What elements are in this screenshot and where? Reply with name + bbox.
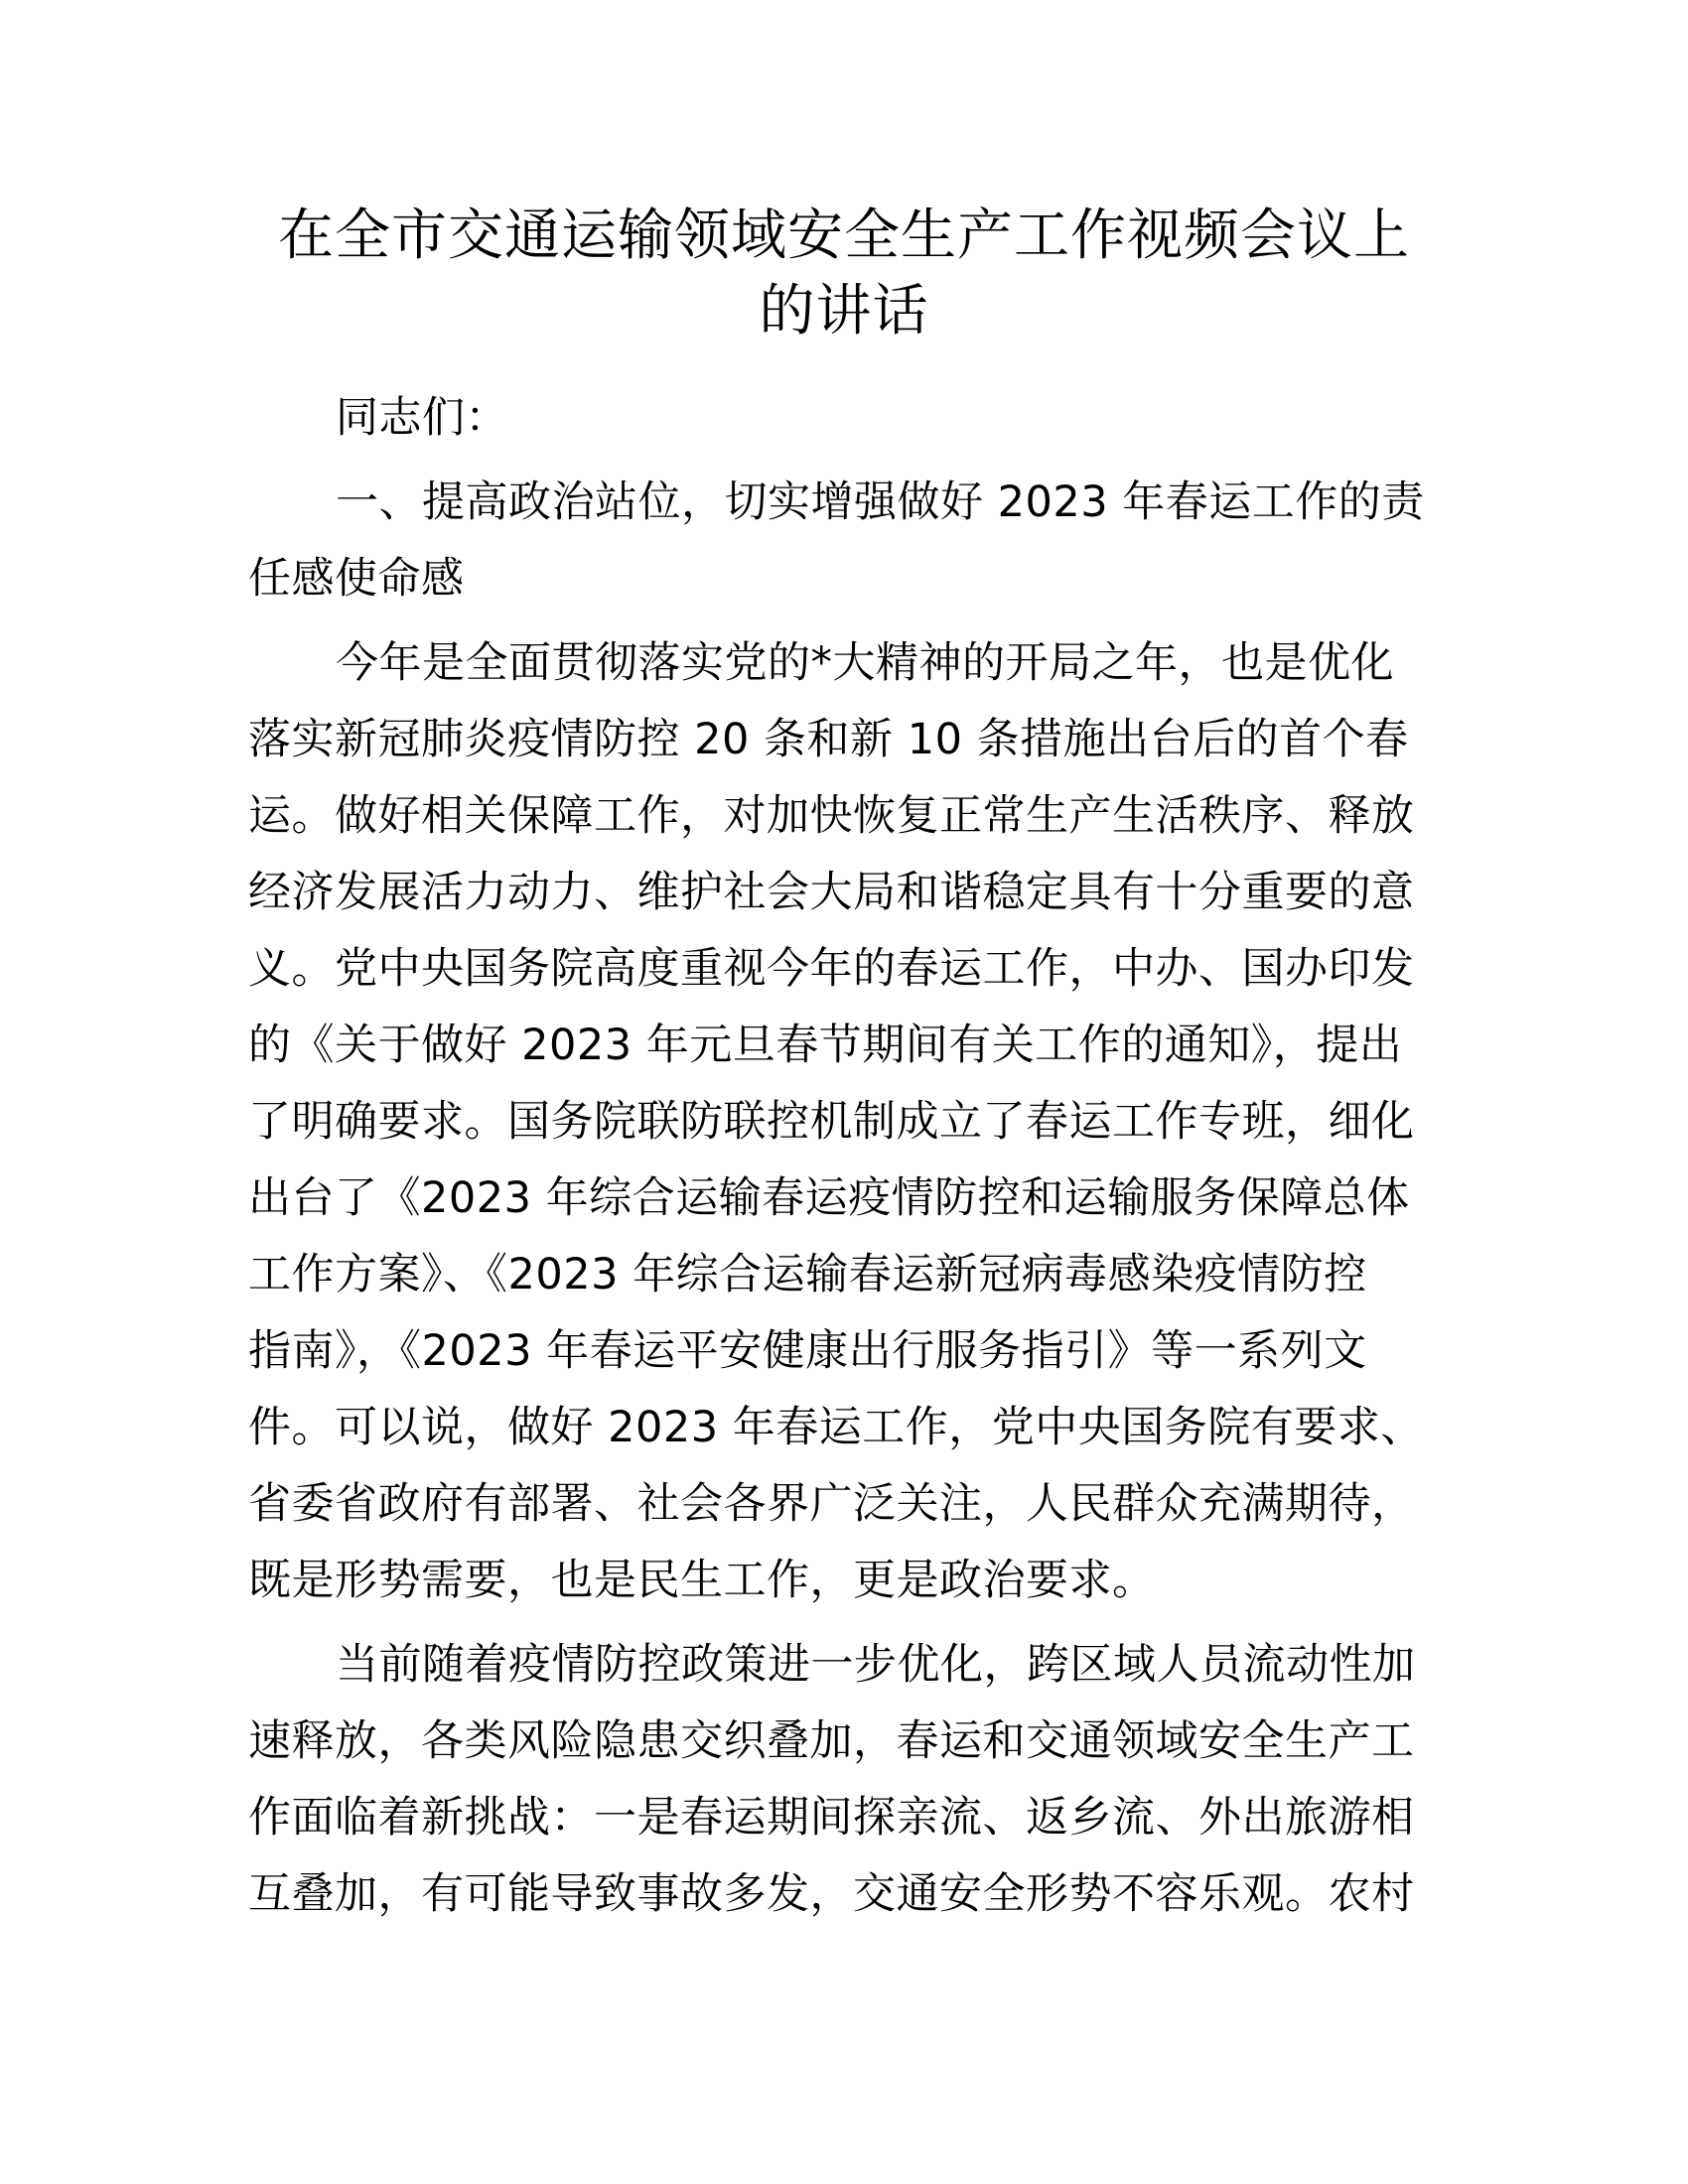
body-paragraph-1 (248, 625, 1460, 1619)
paragraph-line: 互叠加，有可能导致事故多发，交通安全形势不容乐观。农村 (248, 1869, 1415, 1919)
paragraph-line: 落实新冠肺炎疫情防控 20 条和新 10 条措施出台后的首个春 (248, 715, 1409, 764)
paragraph-line: 经济发展活力动力、维护社会大局和谐稳定具有十分重要的意 (248, 868, 1415, 917)
title-line-1: 在全市交通运输领域安全生产工作视频会议上 (278, 204, 1410, 268)
document-body (248, 380, 1460, 1933)
paragraph-line: 的《关于做好 2023 年元旦春节期间有关工作的通知》，提出 (248, 1021, 1403, 1070)
heading-line: 一、提高政治站位，切实增强做好 2023 年春运工作的责 (336, 478, 1425, 527)
salutation-paragraph (248, 380, 1460, 457)
paragraph-line: 件。可以说，做好 2023 年春运工作，党中央国务院有要求、 (248, 1403, 1424, 1452)
document-title (248, 199, 1440, 349)
paragraph-line: 出台了《2023 年综合运输春运疫情防控和运输服务保障总体 (248, 1173, 1410, 1223)
paragraph-line: 作面临着新挑战：一是春运期间探亲流、返乡流、外出旅游相 (248, 1793, 1415, 1843)
paragraph-line: 工作方案》、《2023 年综合运输春运新冠病毒感染疫情防控 (248, 1250, 1367, 1299)
paragraph-line: 了明确要求。国务院联防联控机制成立了春运工作专班，细化 (248, 1097, 1415, 1147)
title-line-2: 的讲话 (759, 279, 929, 343)
paragraph-line: 指南》，《2023 年春运平安健康出行服务指引》等一系列文 (248, 1326, 1367, 1376)
heading-line: 任感使命感 (248, 554, 465, 604)
section-heading-1 (248, 465, 1460, 617)
paragraph-line: 既是形势需要，也是民生工作，更是政治要求。 (248, 1556, 1156, 1605)
paragraph-line: 运。做好相关保障工作，对加快恢复正常生产生活秩序、释放 (248, 791, 1415, 841)
salutation: 同志们： (336, 393, 508, 443)
paragraph-line: 当前随着疫情防控政策进一步优化，跨区域人员流动性加 (336, 1640, 1416, 1690)
paragraph-line: 速释放，各类风险隐患交织叠加，春运和交通领域安全生产工 (248, 1716, 1415, 1766)
paragraph-line: 义。党中央国务院高度重视今年的春运工作，中办、国办印发 (248, 944, 1415, 994)
paragraph-line: 省委省政府有部署、社会各界广泛关注，人民群众充满期待， (248, 1479, 1415, 1529)
body-paragraph-2 (248, 1627, 1460, 1933)
paragraph-line: 今年是全面贯彻落实党的*大精神的开局之年，也是优化 (336, 638, 1394, 688)
